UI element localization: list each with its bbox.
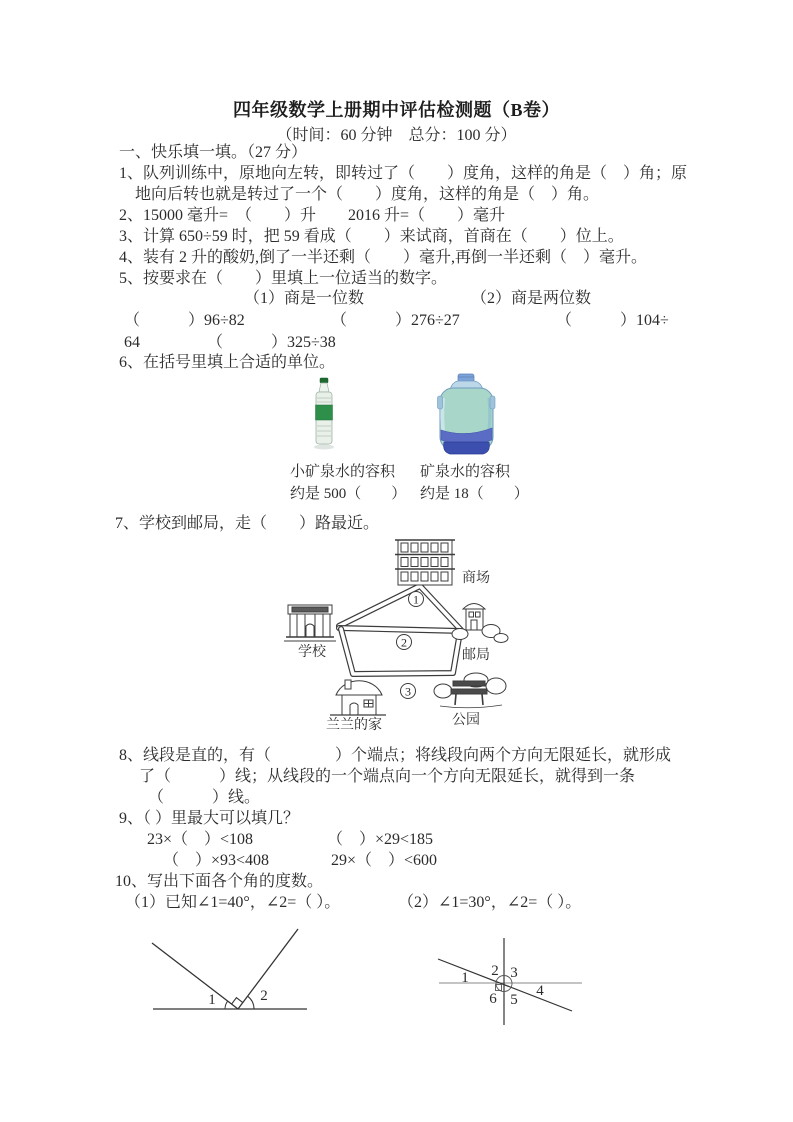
section-1-heading: 一、快乐填一填。（27 分） — [119, 144, 308, 161]
angle-fig2-label-6: 6 — [489, 991, 497, 1007]
svg-text:3: 3 — [405, 684, 411, 699]
question-8-line-1: 8、线段是直的，有（ ）个端点；将线段向两个方向无限延长，就形成 — [119, 747, 672, 764]
water-jug-figure — [438, 374, 496, 454]
mall-building — [395, 540, 455, 585]
question-2: 2、15000 毫升= （ ）升 2016 升=（ ）毫升 — [119, 207, 506, 224]
svg-text:2: 2 — [401, 635, 407, 650]
question-5-blank-4: （ ）325÷38 — [207, 334, 336, 351]
question-5-blank-3-wrap: 64 — [124, 334, 140, 351]
school-building — [284, 605, 336, 641]
map-mall-label: 商场 — [462, 571, 490, 586]
question-9-expr-3: （ ）×93<408 — [163, 852, 270, 869]
question-5-blank-2: （ ）276÷27 — [331, 312, 460, 329]
question-8-line-2: 了（ ）线；从线段的一个端点向一个方向无限延长，就得到一条 — [139, 768, 636, 785]
question-6: 6、在括号里填上合适的单位。 — [119, 354, 336, 371]
road-2-badge — [397, 635, 412, 650]
map-home-label: 兰兰的家 — [326, 718, 382, 733]
question-10-part-2: （2）∠1=30°，∠2=（ ）。 — [398, 894, 582, 911]
route-map-figure — [280, 528, 515, 735]
angle-1-label: 1 — [208, 992, 216, 1008]
question-7: 7、学校到邮局，走（ ）路最近。 — [115, 515, 380, 532]
question-9: 9、（ ）里最大可以填几？ — [119, 810, 300, 827]
angle-fig2-label-5: 5 — [510, 992, 518, 1008]
small-bottle-figure — [314, 378, 334, 450]
question-1-line-1: 1、队列训练中，原地向左转，即转过了（ ）度角，这样的角是（ ）角；原 — [119, 165, 688, 182]
svg-text:1: 1 — [413, 592, 419, 607]
park-bench — [434, 673, 506, 708]
question-5-option-1: （1）商是一位数 — [244, 290, 365, 307]
small-bottle-caption-line-2: 约是 500（ ） — [290, 486, 407, 502]
question-10: 10、写出下面各个角的度数。 — [115, 873, 324, 890]
question-9-expr-2: （ ）×29<185 — [327, 831, 434, 848]
angle-figure-2 — [425, 925, 600, 1037]
angle-fig2-label-3: 3 — [510, 965, 518, 981]
angle-fig2-label-2: 2 — [491, 963, 499, 979]
home-building — [330, 680, 386, 715]
question-8-line-3: （ ）线。 — [148, 789, 261, 806]
road-1-badge — [409, 592, 424, 607]
question-9-expr-4: 29×（ ）<600 — [331, 852, 438, 869]
road-3-badge — [401, 684, 416, 699]
map-post-office-label: 邮局 — [462, 648, 490, 663]
question-4: 4、装有 2 升的酸奶,倒了一半还剩（ ）毫升,再倒一半还剩（ ）毫升。 — [119, 249, 648, 266]
small-bottle-caption-line-1: 小矿泉水的容积 — [290, 464, 396, 480]
question-1-line-2: 地向后转也就是转过了一个（ ）度角，这样的角是（ ）角。 — [135, 186, 600, 203]
question-10-part-1: （1）已知∠1=40°，∠2=（ ）。 — [125, 894, 341, 911]
water-bottle-figures — [300, 368, 500, 463]
question-5-blank-3: （ ）104÷ — [556, 312, 669, 329]
angle-figure-1 — [140, 920, 320, 1020]
map-school-label: 学校 — [298, 645, 326, 660]
question-5: 5、按要求在（ ）里填上一位适当的数字。 — [119, 270, 448, 287]
angle-2-label: 2 — [260, 988, 268, 1004]
angle-fig2-label-4: 4 — [536, 983, 544, 999]
question-9-expr-1: 23×（ ）<108 — [147, 831, 254, 848]
question-3: 3、计算 650÷59 时，把 59 看成（ ）来试商，首商在（ ）位上。 — [119, 228, 624, 245]
map-park-label: 公园 — [452, 713, 480, 728]
post-office-building — [452, 604, 508, 643]
question-5-blank-1: （ ）96÷82 — [124, 312, 245, 329]
page-subtitle: （时间：60 分钟 总分：100 分） — [276, 127, 517, 144]
page-title: 四年级数学上册期中评估检测题（B卷） — [232, 100, 560, 120]
jug-caption-line-2: 约是 18（ ） — [420, 486, 529, 502]
question-5-option-2: （2）商是两位数 — [471, 290, 592, 307]
jug-caption-line-1: 矿泉水的容积 — [420, 464, 511, 480]
angle-fig2-label-1: 1 — [461, 970, 469, 986]
